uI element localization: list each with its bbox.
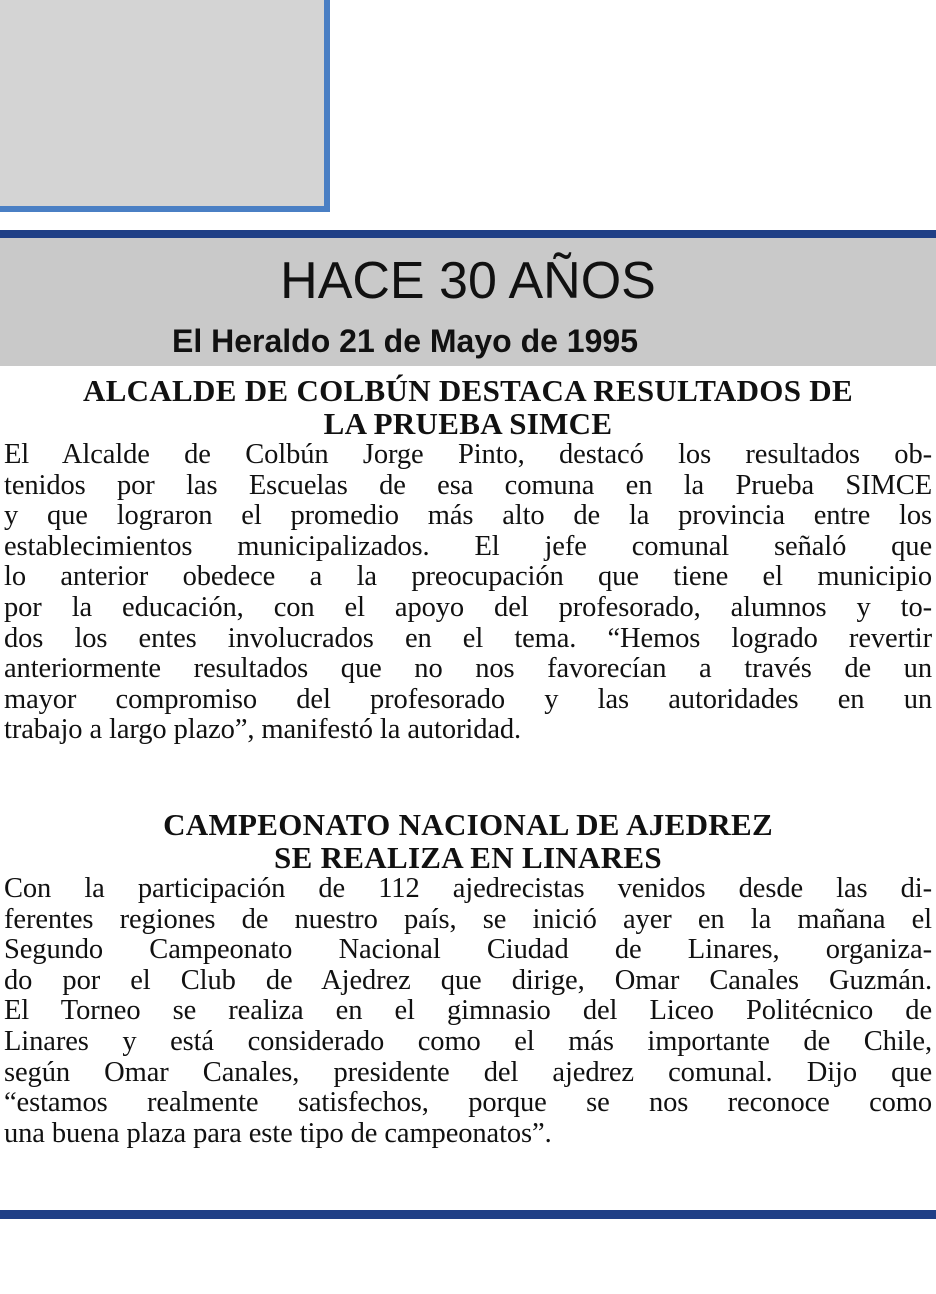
- headline-line: SE REALIZA EN LINARES: [274, 840, 662, 875]
- body-line: mayor compromiso del profesorado y las autoridades en un: [4, 683, 932, 715]
- body-line: lo anterior obedece a la preocupación que tiene el municipio: [4, 561, 932, 593]
- body-line: Segundo Campeonato Nacional Ciudad de Linares, organiza-: [4, 934, 932, 966]
- section-title: HACE 30 AÑOS: [280, 252, 656, 310]
- body-line: según Omar Canales, presidente del ajedrez comunal. Dijo que: [4, 1056, 932, 1088]
- body-line: trabajo a largo plazo”, manifestó la autoridad.: [4, 714, 522, 746]
- photo-placeholder: [0, 0, 330, 212]
- headline-line: CAMPEONATO NACIONAL DE AJEDREZ: [163, 807, 773, 842]
- body-line: tenidos por las Escuelas de esa comuna en la Prueba SIMCE: [4, 469, 932, 501]
- body-line: una buena plaza para este tipo de campeonatos”.: [4, 1117, 552, 1149]
- body-line: y que lograron el promedio más alto de la provincia entre los: [4, 500, 932, 532]
- body-line: Linares y está considerado como el más importante de Chile,: [4, 1025, 932, 1057]
- bottom-divider: [0, 1210, 936, 1219]
- article-body: [4, 440, 932, 746]
- article-headline: [4, 808, 932, 874]
- top-divider: [0, 230, 936, 238]
- article-body: [4, 874, 932, 1149]
- article-headline: [4, 374, 932, 440]
- article-ajedrez-linares: [4, 808, 932, 1149]
- body-line: El Torneo se realiza en el gimnasio del Liceo Politécnico de: [4, 995, 932, 1027]
- body-line: do por el Club de Ajedrez que dirige, Omar Canales Guzmán.: [4, 964, 932, 996]
- body-line: ferentes regiones de nuestro país, se inició ayer en la mañana el: [4, 903, 932, 935]
- body-line: por la educación, con el apoyo del profesorado, alumnos y to-: [4, 591, 932, 623]
- headline-line: LA PRUEBA SIMCE: [323, 406, 613, 441]
- article-colbun-simce: [4, 374, 932, 746]
- body-line: dos los entes involucrados en el tema. “Hemos logrado revertir: [4, 622, 932, 654]
- body-line: anteriormente resultados que no nos favorecían a través de un: [4, 653, 932, 685]
- body-line: “estamos realmente satisfechos, porque se nos reconoce como: [4, 1087, 932, 1119]
- body-line: Con la participación de 112 ajedrecistas venidos desde las di-: [4, 873, 932, 904]
- source-dateline: El Heraldo 21 de Mayo de 1995: [172, 323, 638, 359]
- body-line: establecimientos municipalizados. El jefe comunal señaló que: [4, 530, 932, 562]
- body-line: El Alcalde de Colbún Jorge Pinto, destacó los resultados ob-: [4, 439, 932, 470]
- headline-line: ALCALDE DE COLBÚN DESTACA RESULTADOS DE: [83, 373, 853, 408]
